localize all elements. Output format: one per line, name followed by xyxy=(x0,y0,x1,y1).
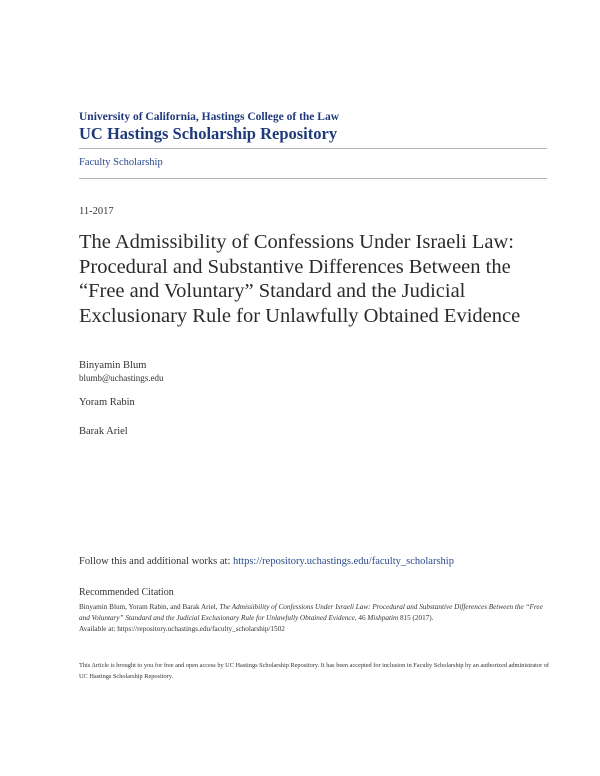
citation-authors: Binyamin Blum, Yoram Rabin, and Barak Ariel, xyxy=(79,603,220,611)
author-name: Barak Ariel xyxy=(79,426,128,437)
author-3 xyxy=(79,426,128,437)
citation-journal: Mishpatim xyxy=(367,614,399,622)
repository-name[interactable]: UC Hastings Scholarship Repository xyxy=(79,124,338,143)
institution-name[interactable]: University of California, Hastings College of the Law xyxy=(79,111,340,123)
author-name: Yoram Rabin xyxy=(79,397,135,408)
citation-available-url[interactable]: https://repository.uchastings.edu/faculty_scholarship/1502 xyxy=(117,625,285,633)
access-footnote: This Article is brought to you for free and open access by UC Hastings Scholarship Repository. It has been accepted for inclusion in Faculty Scholarship by an authorized administrator of UC Hastings Scholarship Repository. xyxy=(79,662,549,680)
divider-bottom xyxy=(79,178,547,179)
divider-top xyxy=(79,148,547,149)
citation-journal-suffix: 815 (2017). xyxy=(398,614,434,622)
citation-available-label: Available at: xyxy=(79,625,118,633)
publication-date: 11-2017 xyxy=(79,206,114,217)
author-2 xyxy=(79,397,135,408)
author-name: Binyamin Blum xyxy=(79,360,147,371)
citation-article-title: The Admissibility of Confessions Under Israeli Law: Procedural and Substantive Differences Between the “Free and Voluntary” Standard and the Judicial Exclusionary Rule for Unlawfully Obtained Evidence xyxy=(79,603,543,622)
author-1 xyxy=(79,360,164,383)
article-title: The Admissibility of Confessions Under Israeli Law: Procedural and Substantive Differences Between the “Free and Voluntary” Standard and the Judicial Exclusionary Rule for Unlawfully Obtained Evidence xyxy=(79,231,521,327)
recommended-citation-heading: Recommended Citation xyxy=(79,587,174,598)
author-email[interactable]: blumb@uchastings.edu xyxy=(79,373,164,383)
collection-link[interactable]: Faculty Scholarship xyxy=(79,157,163,168)
recommended-citation xyxy=(79,602,549,635)
follow-text: Follow this and additional works at: xyxy=(79,556,233,567)
citation-journal-prefix: , 46 xyxy=(354,614,368,622)
repository-header xyxy=(79,111,339,143)
collection-url-link[interactable]: https://repository.uchastings.edu/faculty_scholarship xyxy=(233,556,454,567)
follow-line xyxy=(79,556,454,567)
